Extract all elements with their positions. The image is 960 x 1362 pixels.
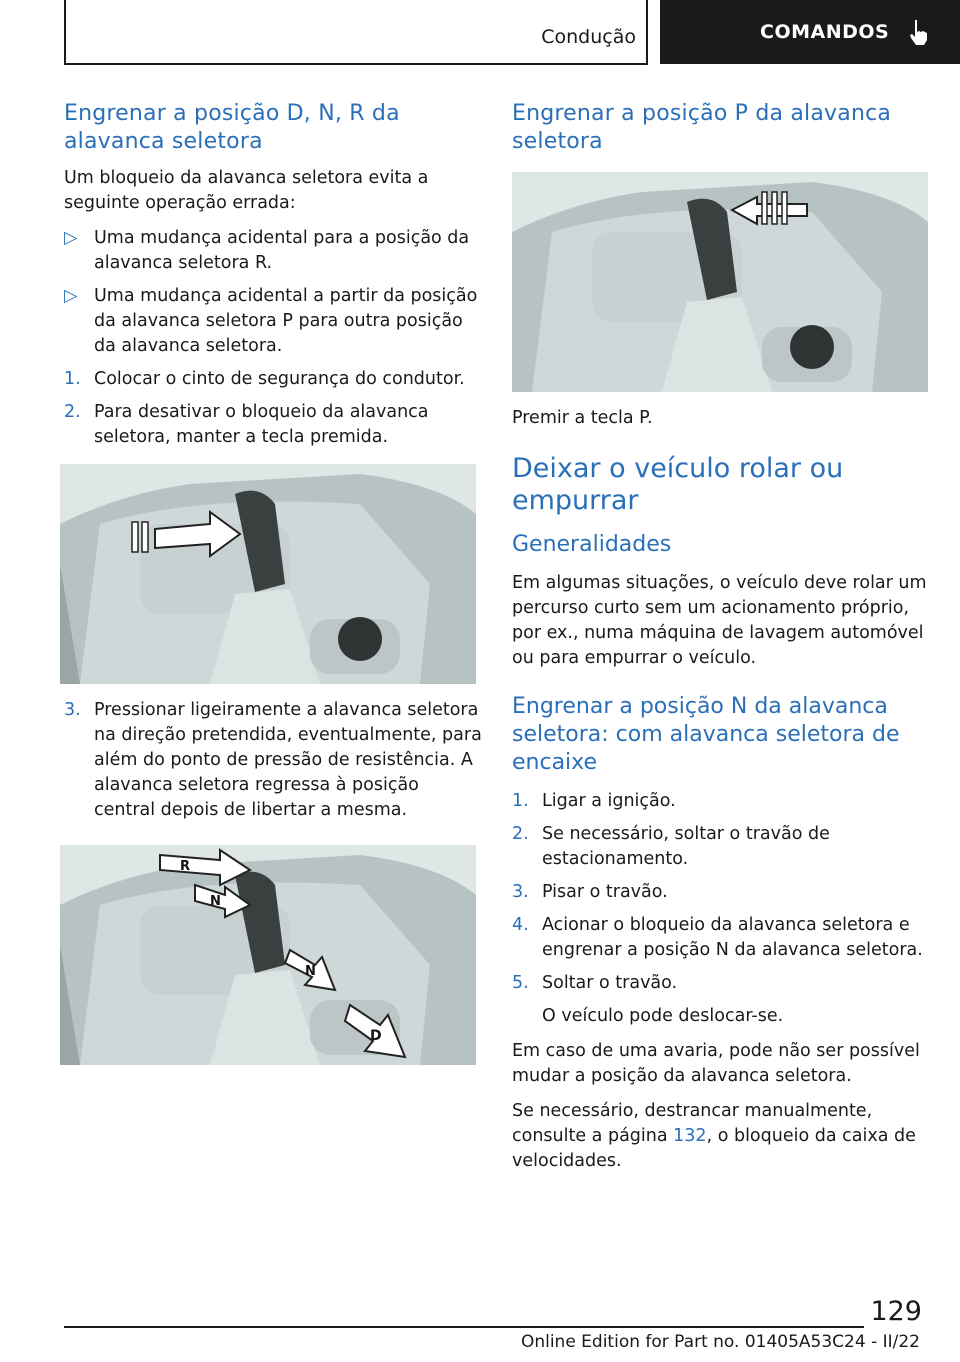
heading-engage-dnr: Engrenar a posição D, N, R da alavanca seletora bbox=[64, 101, 400, 154]
step-item bbox=[64, 400, 484, 450]
figure-label: N bbox=[305, 964, 316, 979]
step-number: 5. bbox=[512, 973, 529, 993]
p-button-illustration bbox=[512, 172, 928, 392]
step-text: Colocar o cinto de segurança do condutor. bbox=[94, 369, 465, 389]
step-number: 2. bbox=[64, 402, 81, 422]
step-number: 3. bbox=[64, 700, 81, 720]
header-section-title: Condução bbox=[541, 26, 636, 48]
p-caption: Premir a tecla P. bbox=[512, 408, 653, 428]
bullet-marker: ▷ bbox=[64, 228, 78, 248]
fault-paragraph: Em caso de uma avaria, pode não ser possível mudar a posição da alavanca seletora. bbox=[512, 1041, 920, 1086]
general-paragraph: Em algumas situações, o veículo deve rolar um percurso curto sem um acionamento próprio, por ex., numa máquina de lavagem automóvel ou para empurrar o veículo. bbox=[512, 573, 927, 668]
heading-generalidades: Generalidades bbox=[512, 532, 672, 557]
step-text: Pressionar ligeiramente a alavanca seletora na direção pretendida, eventualmente, para além do ponto de pressão de resistência. A alavanca seletora regressa à posição central depois de libertar a mesma. bbox=[94, 700, 482, 820]
step-item bbox=[512, 822, 932, 872]
step-number: 1. bbox=[512, 791, 529, 811]
chapter-tab[interactable] bbox=[660, 0, 960, 64]
list-item bbox=[64, 284, 484, 359]
figure-label: N bbox=[210, 894, 221, 909]
step-item bbox=[512, 880, 932, 905]
figure-p-button bbox=[512, 172, 928, 392]
lever-illustration bbox=[60, 464, 476, 684]
step-text: Se necessário, soltar o travão de estacionamento. bbox=[542, 824, 830, 869]
step-text: Para desativar o bloqueio da alavanca seletora, manter a tecla premida. bbox=[94, 402, 429, 447]
step-text: Pisar o travão. bbox=[542, 882, 668, 902]
step-number: 3. bbox=[512, 882, 529, 902]
figure-label: D bbox=[370, 1028, 382, 1044]
bullet-text: Uma mudança acidental para a posição da alavanca seletora R. bbox=[94, 228, 470, 273]
figure-selector-lever-directions bbox=[60, 845, 476, 1065]
edition-text: Online Edition for Part no. 01405A53C24 - II/22 bbox=[520, 1332, 920, 1352]
header-right-border bbox=[646, 0, 648, 64]
step-item bbox=[64, 698, 484, 823]
heading-engage-n: Engrenar a posição N da alavanca seletora: com alavanca seletora de encaixe bbox=[512, 694, 900, 775]
list-item bbox=[64, 226, 484, 276]
figure-label: R bbox=[180, 859, 191, 874]
step-item bbox=[512, 789, 932, 814]
step-text: Acionar o bloqueio da alavanca seletora e engrenar a posição N da alavanca seletora. bbox=[542, 915, 923, 960]
manual-text-before: Se necessário, destrancar manualmente, consulte a página bbox=[512, 1101, 873, 1146]
intro-paragraph: Um bloqueio da alavanca seletora evita a seguinte operação errada: bbox=[64, 168, 429, 213]
step-item bbox=[64, 367, 484, 392]
pointing-hand-icon bbox=[907, 18, 931, 46]
manual-text-after: , o bloqueio da caixa de velocidades. bbox=[512, 1126, 916, 1171]
step-item bbox=[512, 971, 932, 996]
footer-rule bbox=[64, 1326, 864, 1328]
header-rule bbox=[64, 63, 648, 65]
step-number: 1. bbox=[64, 369, 81, 389]
step-number: 2. bbox=[512, 824, 529, 844]
chapter-title: COMANDOS bbox=[760, 21, 890, 43]
step-item bbox=[512, 913, 932, 963]
lever-directions-illustration bbox=[60, 845, 476, 1065]
bullet-text: Uma mudança acidental a partir da posição da alavanca seletora P para outra posição da alavanca seletora. bbox=[94, 286, 478, 356]
header-left-border bbox=[64, 0, 66, 64]
bullet-marker: ▷ bbox=[64, 286, 78, 306]
manual-paragraph bbox=[512, 1099, 932, 1174]
page-number: 129 bbox=[870, 1296, 922, 1327]
left-column bbox=[64, 100, 484, 1079]
heading-engage-p: Engrenar a posição P da alavanca seletora bbox=[512, 101, 892, 154]
step5-result: O veículo pode deslocar-se. bbox=[542, 1006, 784, 1026]
step-text: Ligar a ignição. bbox=[542, 791, 676, 811]
figure-selector-lever-key bbox=[60, 464, 476, 684]
right-column bbox=[512, 100, 932, 1184]
page-link[interactable]: 132 bbox=[673, 1126, 707, 1146]
step-text: Soltar o travão. bbox=[542, 973, 678, 993]
step-number: 4. bbox=[512, 915, 529, 935]
heading-roll-push: Deixar o veículo rolar ou empurrar bbox=[512, 453, 844, 516]
